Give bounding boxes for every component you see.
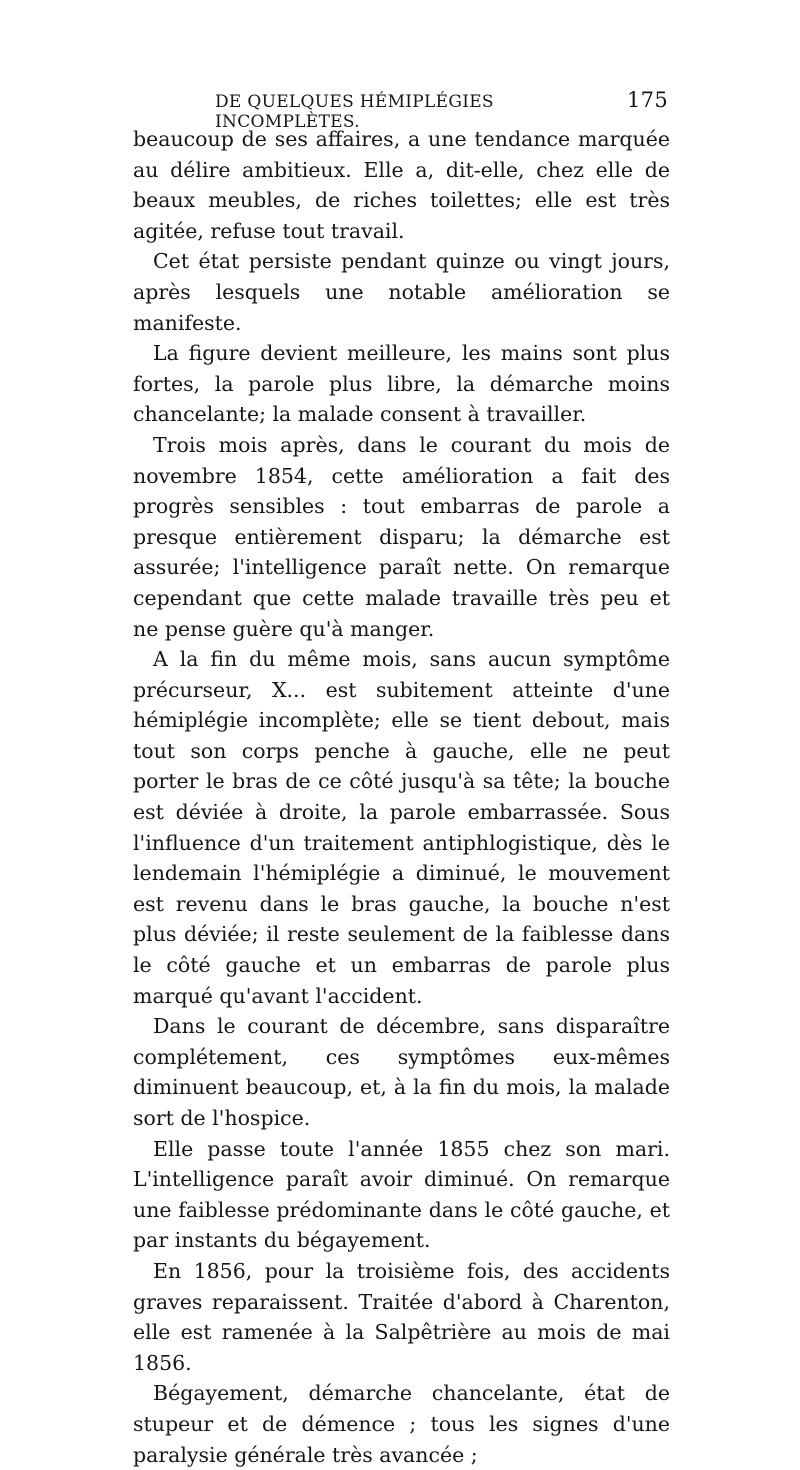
body-text <box>133 124 670 1470</box>
paragraph-8: En 1856, pour la troisième fois, des accidents graves reparaissent. Traitée d'abord à Charenton, elle est ramenée à la Salpêtrière au mois de mai 1856. <box>133 1258 670 1375</box>
paragraph-7: Elle passe toute l'année 1855 chez son mari. L'intelligence paraît avoir diminué. On remarque une faiblesse prédominante dans le côté gauche, et par instants du bégayement. <box>133 1136 670 1253</box>
running-title: DE QUELQUES HÉMIPLÉGIES INCOMPLÈTES. <box>215 92 494 132</box>
paragraph-1: beaucoup de ses affaires, a une tendance marquée au délire ambitieux. Elle a, dit-elle, chez elle de beaux meubles, de riches toilettes; elle est très agitée, refuse tout travail. <box>133 127 670 243</box>
book-page <box>133 88 670 1470</box>
paragraph-9: Bégayement, démarche chancelante, état de stupeur et de démence ; tous les signes d'une paralysie générale très avancée ; <box>133 1381 670 1467</box>
paragraph-5: A la fin du même mois, sans aucun symptôme précurseur, X... est subitement atteinte d'une hémiplégie incomplète; elle se tient debout, mais tout son corps penche à gauche, elle ne peut porter le bras de ce côté jusqu'à sa tête; la bouche est déviée à droite, la parole embarrassée. Sous l'influence d'un traitement antiphlogistique, dès le lendemain l'hémiplégie a diminué, le mouvement est revenu dans le bras gauche, la bouche n'est plus déviée; il reste seulement de la faiblesse dans le côté gauche et un embarras de parole plus marqué qu'avant l'accident. <box>133 647 670 1008</box>
paragraph-6: Dans le courant de décembre, sans disparaître complétement, ces symptômes eux-mêmes diminuent beaucoup, et, à la fin du mois, la malade sort de l'hospice. <box>133 1014 670 1130</box>
paragraph-4: Trois mois après, dans le courant du mois de novembre 1854, cette amélioration a fait des progrès sensibles : tout embarras de parole a presque entièrement disparu; la démarche est assurée; l'intelligence paraît nette. On remarque cependant que cette malade travaille très peu et ne pense guère qu'à manger. <box>133 432 670 641</box>
paragraph-3: La figure devient meilleure, les mains sont plus fortes, la parole plus libre, la démarche moins chancelante; la malade consent à travailler. <box>133 341 670 427</box>
page-number: 175 <box>627 88 668 112</box>
paragraph-2: Cet état persiste pendant quinze ou vingt jours, après lesquels une notable amélioration se manifeste. <box>133 249 670 335</box>
running-head <box>133 88 670 132</box>
